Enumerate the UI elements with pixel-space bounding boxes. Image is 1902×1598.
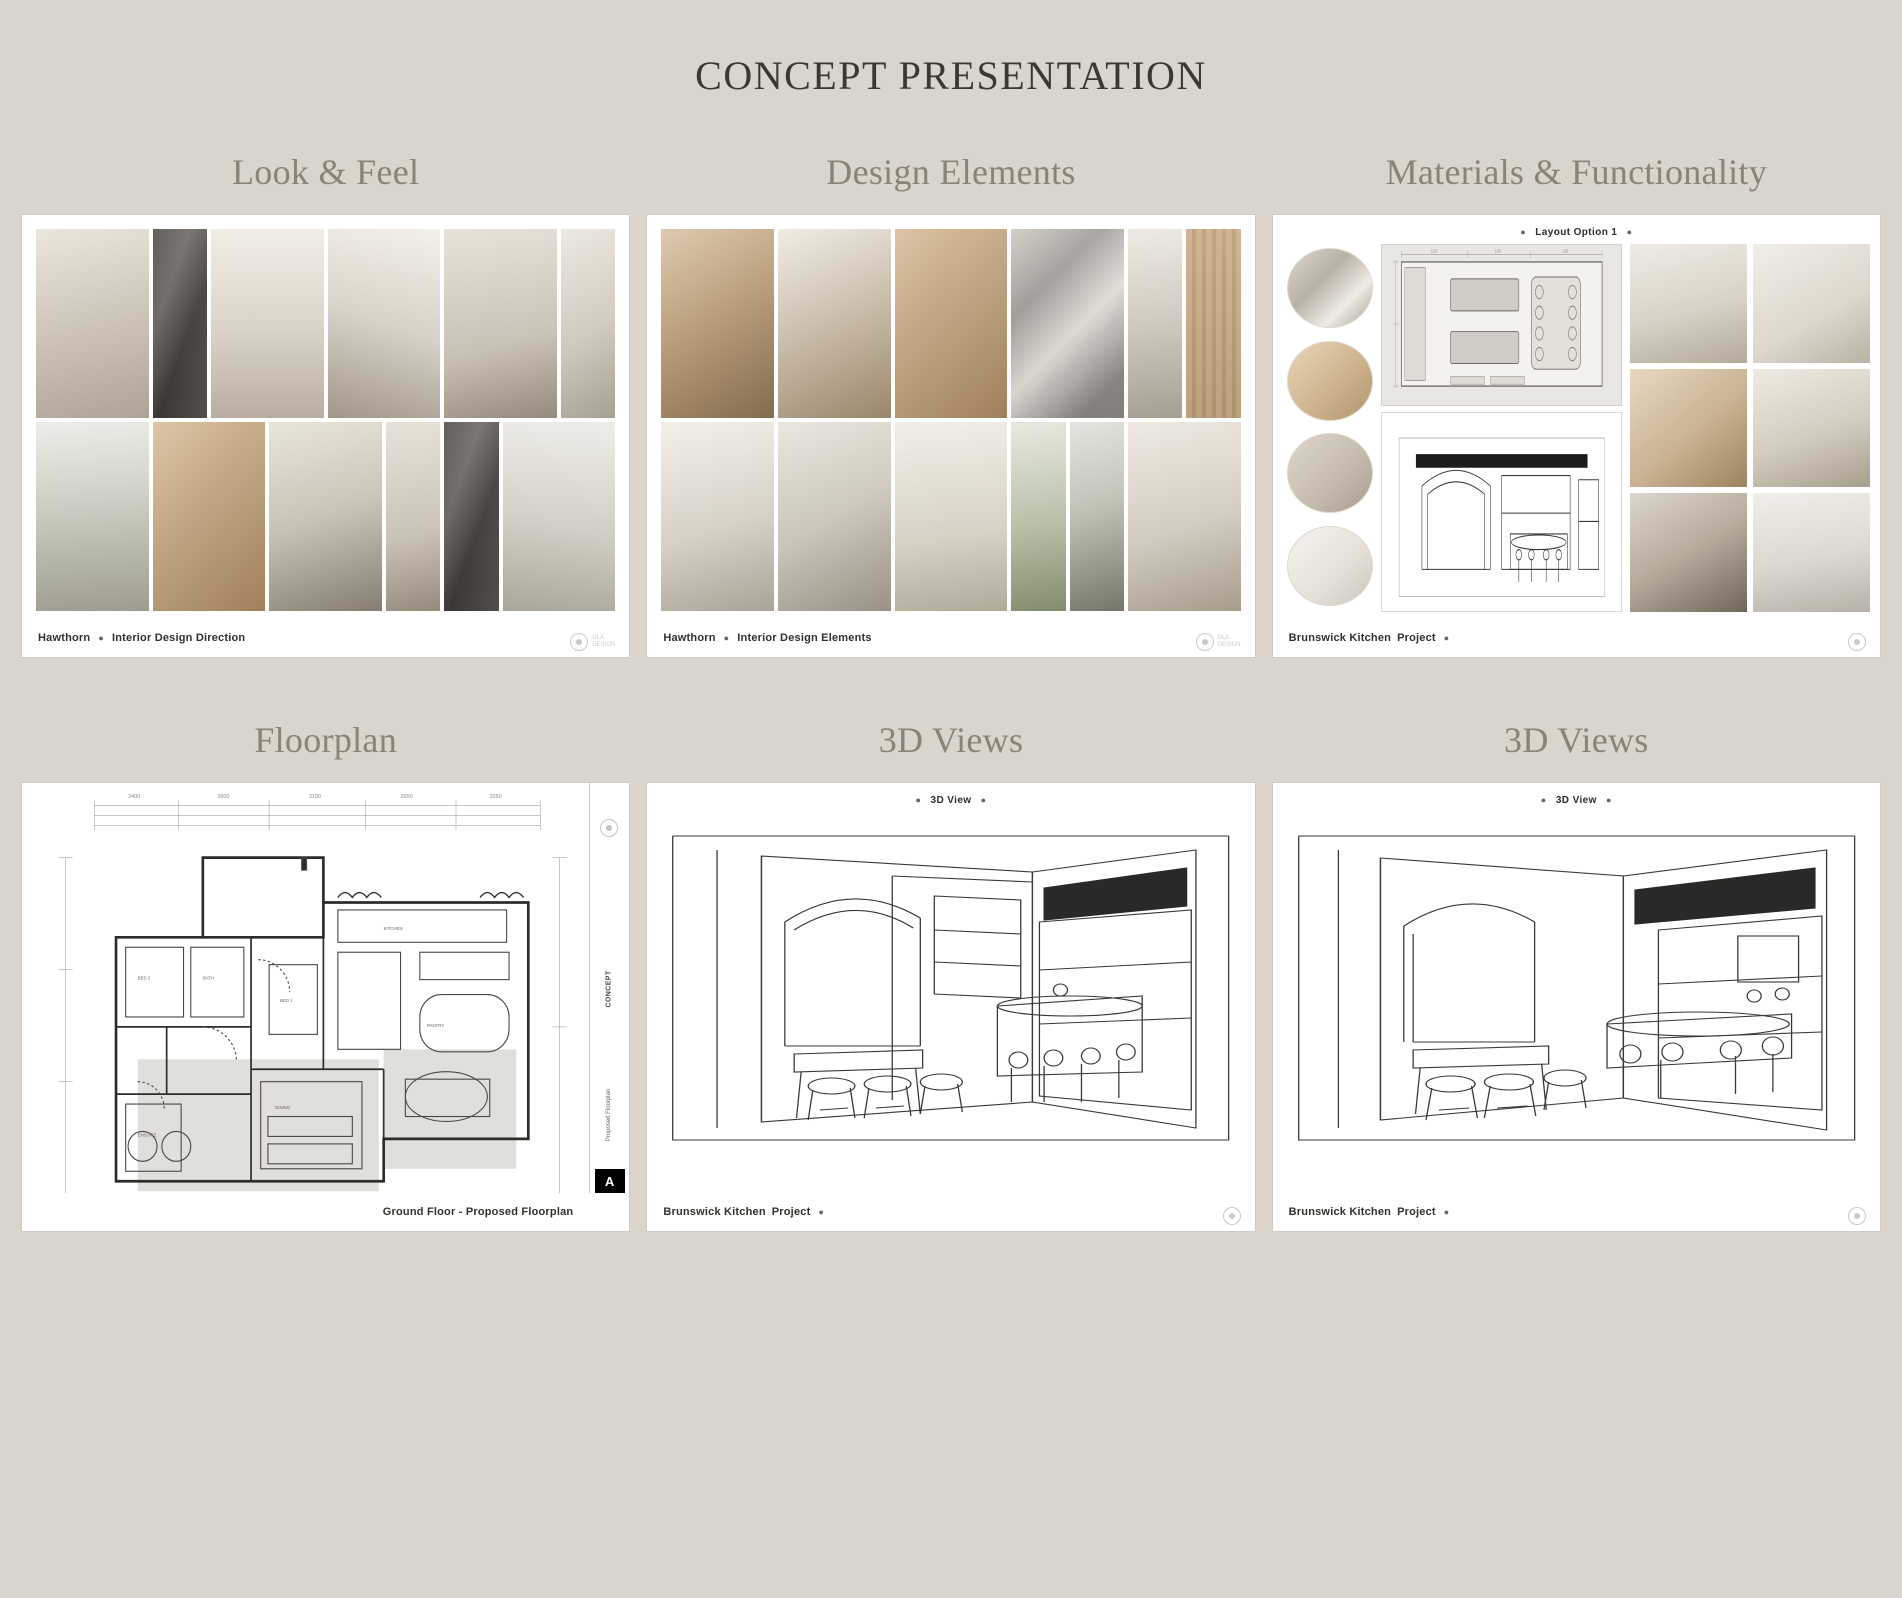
section-title-materials-functionality: Materials & Functionality [1385,152,1768,192]
drawer-organiser-photo [1753,369,1870,488]
footer-project: Brunswick Kitchen [1288,1206,1392,1218]
bullet-icon: ● [915,795,922,805]
section-title-design-elements: Design Elements [826,152,1076,192]
board-footer [1273,619,1880,657]
page-title: CONCEPT PRESENTATION [695,53,1207,98]
product-photo-column [1630,244,1870,612]
kitchen-layout-plan [1381,244,1622,406]
open-shelf-niche-photo [1753,244,1870,363]
board-footer [647,619,1254,657]
moodboard-tile [386,422,440,611]
footer-project: Hawthorn [38,632,91,644]
moodboard-tile [895,229,1008,418]
perspective-render-left [647,810,1254,1182]
product-photo-row [1630,369,1870,488]
moodboard-tile [503,422,616,611]
moodboard-tile [36,229,149,418]
board-3d-view-right[interactable] [1273,783,1880,1231]
section-3d-views-right [1273,719,1880,1231]
bullet-icon: ● [818,1207,825,1217]
footer-project: Brunswick Kitchen [663,1206,766,1218]
moodboard-tile [561,229,615,418]
svg-text:1200: 1200 [1430,247,1438,254]
board-footer [647,1193,1254,1231]
moodboard-tile [1011,229,1124,418]
logo-mark-icon [1223,1207,1241,1225]
moodboard-tile [444,422,498,611]
svg-text:BATH: BATH [202,975,215,981]
bullet-icon: ● [98,633,104,643]
boards-row-bottom [22,719,1880,1231]
board-design-elements[interactable] [647,215,1254,657]
moodboard-tile [778,422,891,611]
footer-label: Project [771,1206,811,1218]
moodboard-tile [778,229,891,418]
bullet-icon: ● [1626,227,1633,237]
board-3d-view-left[interactable] [647,783,1254,1231]
footer-project: Hawthorn [663,632,716,644]
svg-text:KITCHEN: KITCHEN [383,925,403,931]
board-header [1273,783,1880,810]
studio-logo [1848,1207,1866,1225]
studio-logo [570,633,615,651]
plan-column [1381,244,1622,612]
section-title-3d-views-right: 3D Views [1504,720,1649,760]
logo-line-2: DESIGN [1217,642,1241,648]
bullet-icon: ● [1606,795,1612,805]
walk-in-pantry-photo [1630,369,1747,488]
section-look-and-feel [22,151,629,657]
section-materials-functionality [1273,151,1880,657]
board-footer [22,619,629,657]
logo-mark-icon [600,819,618,837]
svg-text:2800: 2800 [217,793,230,800]
moodboard-tile [211,229,324,418]
svg-text:1180: 1180 [1561,247,1568,254]
bullet-icon: ● [723,633,730,643]
moodboard-tile [1011,422,1065,611]
floorplan-sheet [22,783,629,1231]
view-label: 3D View [930,795,972,806]
moodboard-tile [1070,422,1124,611]
svg-text:DINING: DINING [275,1104,291,1111]
floorplan-drawing [22,783,589,1231]
footer-label: Project [1397,1206,1436,1218]
svg-text:BED 1: BED 1 [279,997,293,1004]
studio-logo [1223,1207,1241,1225]
board-footer [22,1193,629,1231]
perspective-render-right [1273,810,1880,1182]
footer-label: Ground Floor - Proposed Floorplan [382,1206,574,1218]
svg-text:2650: 2650 [400,793,413,800]
bullet-icon: ● [1540,795,1547,805]
section-title-look-and-feel: Look & Feel [232,152,420,192]
svg-text:3250: 3250 [489,793,502,800]
board-materials-functionality[interactable] [1273,215,1880,657]
svg-text:1450: 1450 [1494,247,1501,254]
moodboard-tile [36,422,149,611]
product-photo-row [1630,493,1870,612]
stone-swatch [1287,248,1373,328]
product-photo-row [1630,244,1870,363]
section-3d-views-left [647,719,1254,1231]
section-design-elements [647,151,1254,657]
moodboard-tile [661,422,774,611]
board-header [1283,223,1870,244]
sink-detail-photo [1753,493,1870,612]
section-title-3d-views-left: 3D Views [878,720,1024,760]
logo-line-2: DESIGN [592,642,616,648]
moodboard-tile [269,422,382,611]
bullet-icon: ● [1443,633,1450,643]
wine-storage-photo [1630,493,1747,612]
logo-mark-icon [1848,633,1866,651]
logo-line-1: DLA [592,635,604,642]
board-floorplan[interactable] [22,783,629,1231]
moodboard-look-and-feel [36,229,615,611]
view-label: 3D View [1555,795,1597,806]
logo-mark-icon [570,633,588,651]
svg-text:ENSUITE: ENSUITE [137,1132,157,1138]
moodboard-tile [328,229,441,418]
moodboard-tile [1128,422,1241,611]
moodboard-tile [895,422,1008,611]
moodboard-tile [1128,229,1182,418]
moodboard-tile [661,229,774,418]
joinery-tall-cabinet-photo [1630,244,1747,363]
oak-timber-swatch [1287,341,1373,421]
footer-label: Interior Design Direction [111,632,246,644]
moodboard-tile [1186,229,1240,418]
footer-label: Project [1397,632,1436,644]
svg-text:PANTRY: PANTRY [427,1022,445,1028]
title-block-main: CONCEPT [605,970,613,1008]
board-footer [1273,1193,1880,1231]
bullet-icon: ● [980,795,987,805]
svg-text:3100: 3100 [308,793,321,800]
moodboard-tile [153,229,207,418]
logo-mark-icon [1848,1207,1866,1225]
studio-logo [1848,633,1866,651]
board-header [647,783,1254,810]
title-block-sub: Proposed Floorplan [606,1088,613,1141]
footer-project: Brunswick Kitchen [1288,632,1392,644]
white-cabinetry-swatch [1287,526,1373,606]
layout-option-label: Layout Option 1 [1535,227,1618,238]
kitchen-perspective-sketch [1381,412,1622,612]
material-swatch-column [1283,244,1373,612]
svg-text:3400: 3400 [128,793,141,800]
moodboard-tile [153,422,266,611]
moodboard-design-elements [661,229,1240,611]
bullet-icon: ● [1520,227,1527,237]
logo-line-1: DLA [1217,635,1230,642]
boards-grid [0,151,1902,1231]
logo-mark-icon [1196,633,1214,651]
studio-logo [1196,633,1241,651]
taupe-paint-swatch [1287,433,1373,513]
board-body [1283,244,1870,612]
section-title-floorplan: Floorplan [254,720,398,760]
board-look-and-feel[interactable] [22,215,629,657]
moodboard-tile [444,229,557,418]
boards-row-top [22,151,1880,657]
section-floorplan [22,719,629,1231]
footer-label: Interior Design Elements [737,632,872,644]
sheet-badge: A [595,1169,625,1193]
bullet-icon: ● [1443,1207,1450,1217]
svg-text:BED 2: BED 2 [137,975,151,981]
floorplan-title-block [589,783,630,1231]
